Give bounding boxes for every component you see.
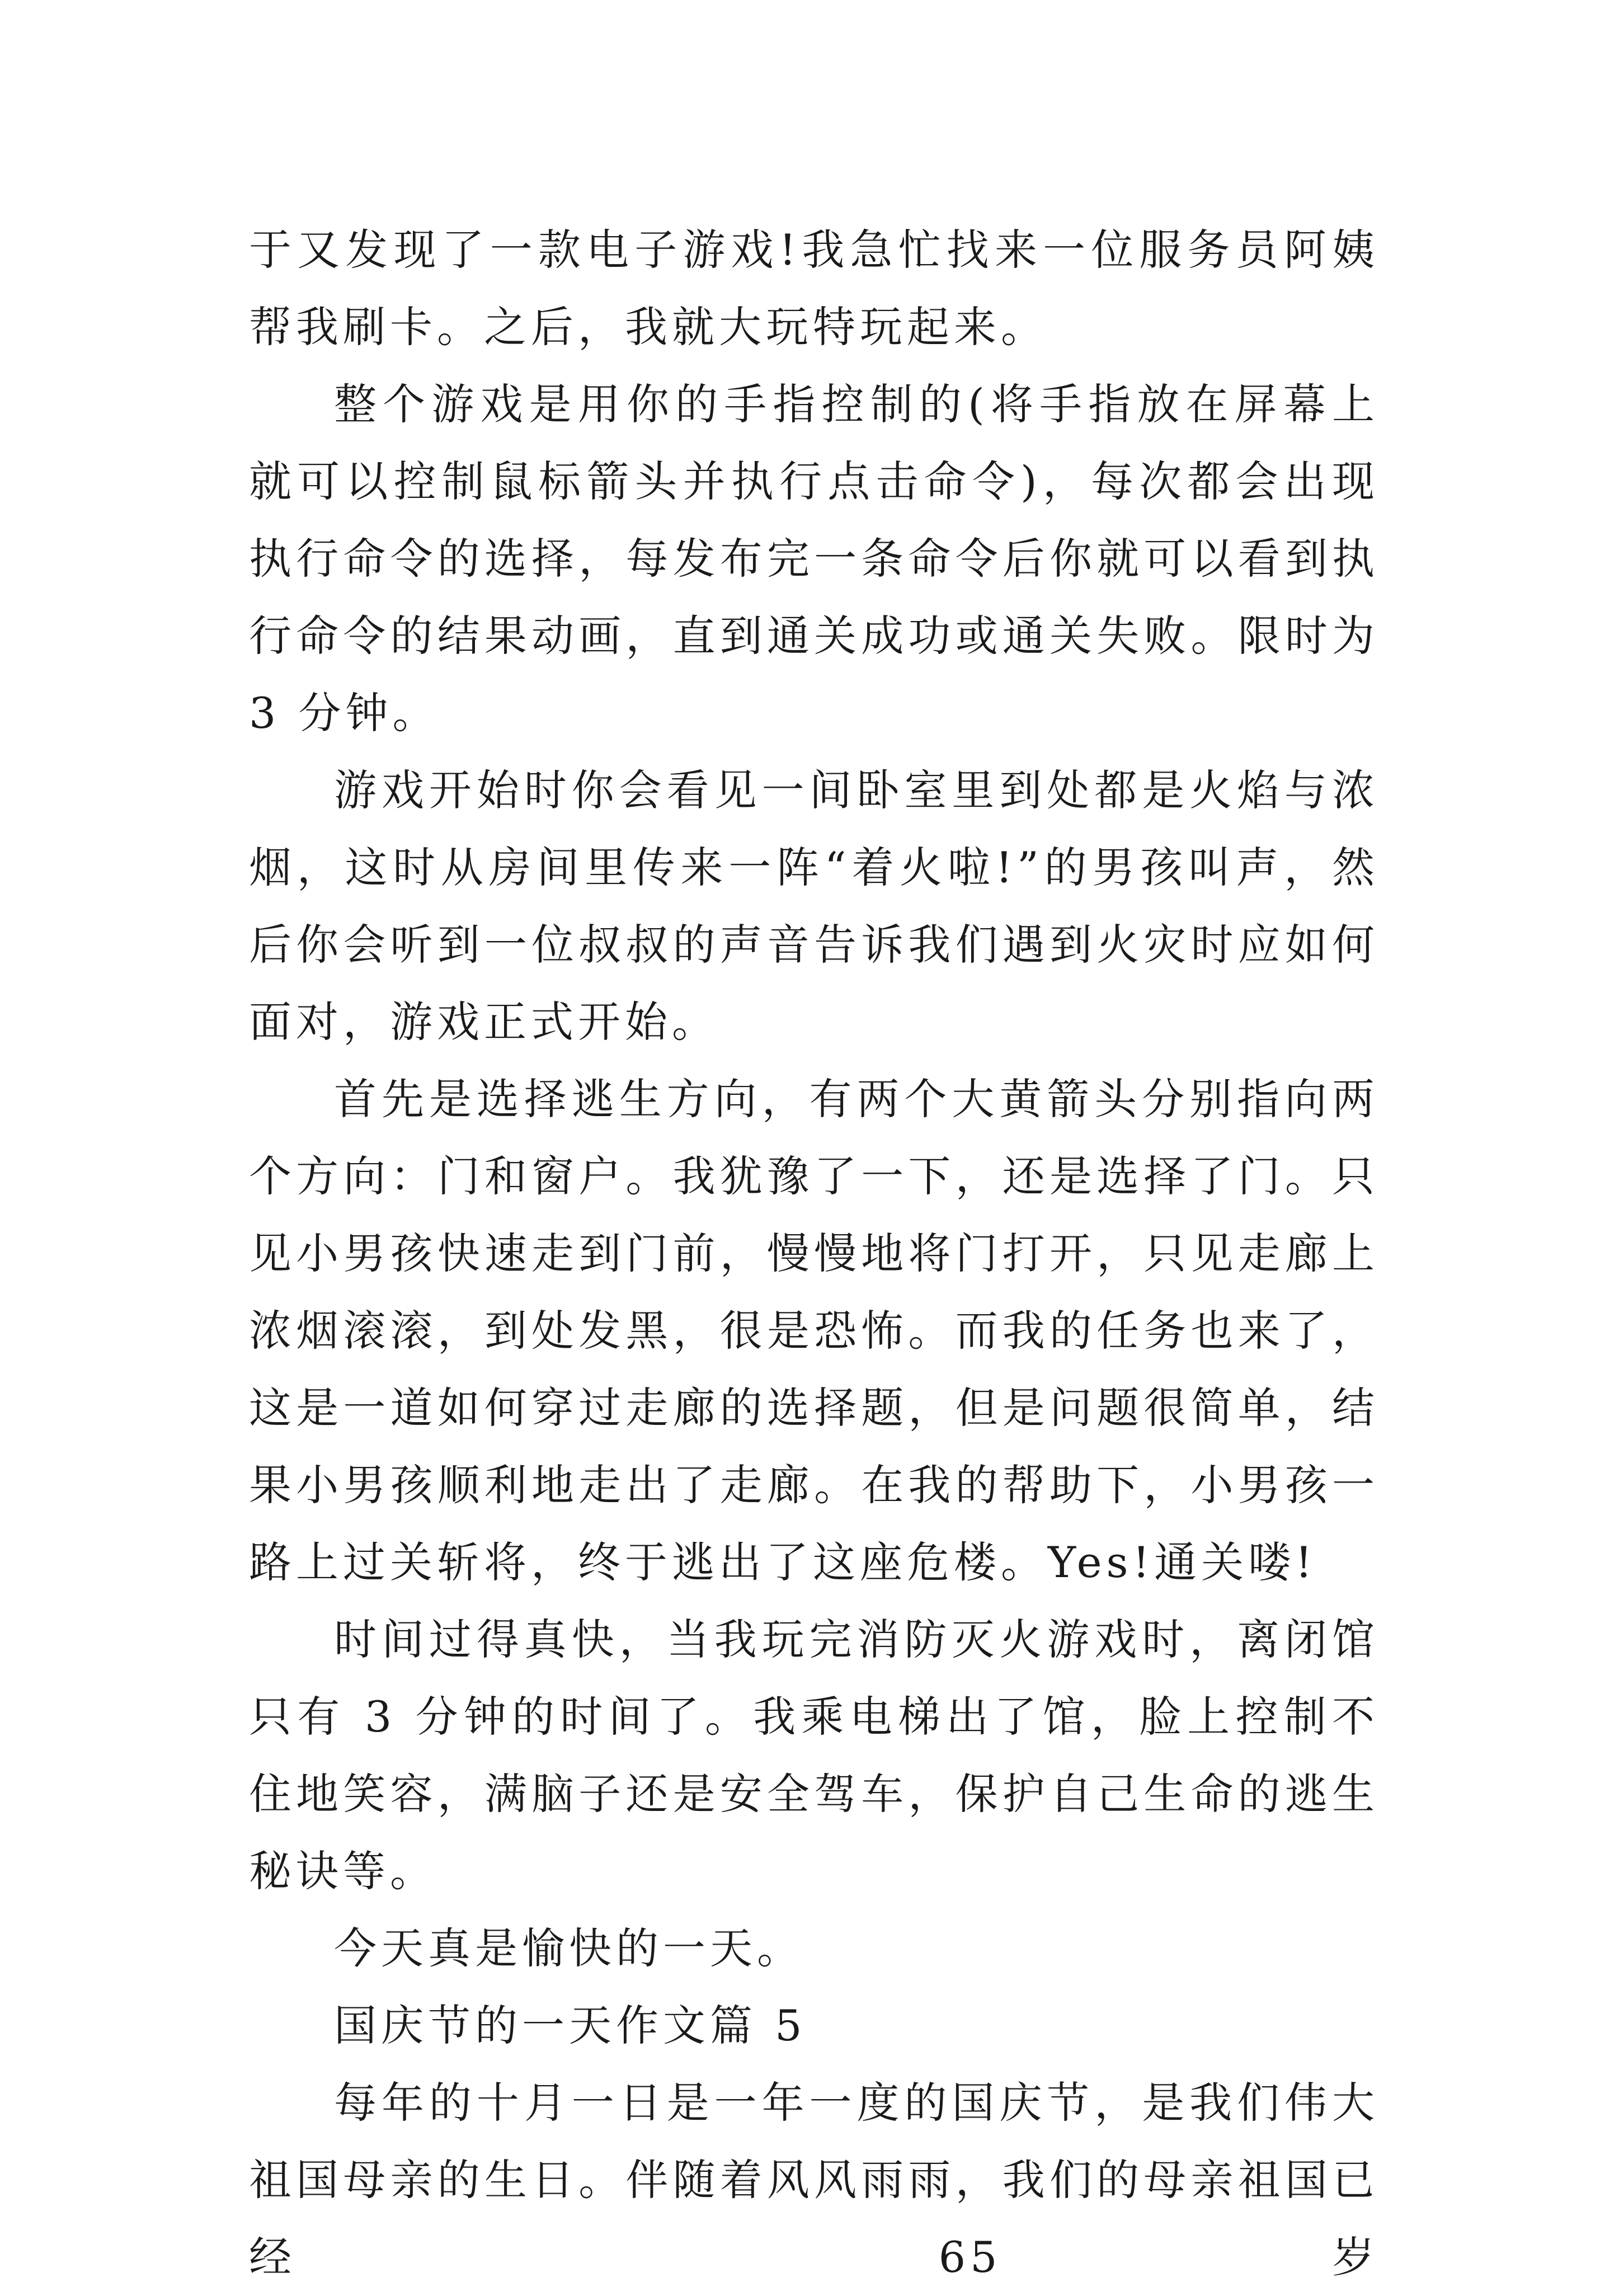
paragraph-6: 今天真是愉快的一天。 (334, 1923, 804, 1973)
paragraph-3: 游戏开始时你会看见一间卧室里到处都是火焰与浓烟，这时从房间里传来一阵“着火啦!”的男孩叫声，然后你会听到一位叔叔的声音告诉我们遇到火灾时应如何面对，游戏正式开始。 (249, 765, 1379, 1047)
paragraph-2: 整个游戏是用你的手指控制的(将手指放在屏幕上就可以控制鼠标箭头并执行点击命令)，每次都会出现执行命令的选择，每发布完一条命令后你就可以看到执行命令的结果动画，直到通关成功或通关失败。限时为 3 分钟。 (249, 379, 1379, 738)
paragraph-1: 于又发现了一款电子游戏!我急忙找来一位服务员阿姨帮我刷卡。之后，我就大玩特玩起来。 (249, 225, 1379, 352)
paragraph-5: 时间过得真快，当我玩完消防灭火游戏时，离闭馆只有 3 分钟的时间了。我乘电梯出了馆，脸上控制不住地笑容，满脑子还是安全驾车，保护自己生命的逃生秘诀等。 (249, 1615, 1379, 1896)
paragraph-4: 首先是选择逃生方向，有两个大黄箭头分别指向两个方向：门和窗户。我犹豫了一下，还是选择了门。只见小男孩快速走到门前，慢慢地将门打开，只见走廊上浓烟滚滚，到处发黑，很是恐怖。而我的任务也来了，这是一道如何穿过走廊的选择题，但是问题很简单，结果小男孩顺利地走出了走廊。在我的帮助下，小男孩一路上过关斩将，终于逃出了这座危楼。Yes!通关喽! (249, 1074, 1379, 1587)
section-heading: 国庆节的一天作文篇 5 (334, 2001, 807, 2050)
document-body (249, 211, 1379, 2296)
paragraph-7: 每年的十月一日是一年一度的国庆节，是我们伟大祖国母亲的生日。伴随着风风雨雨，我们的母亲祖国已经 65 岁 (249, 2078, 1379, 2282)
